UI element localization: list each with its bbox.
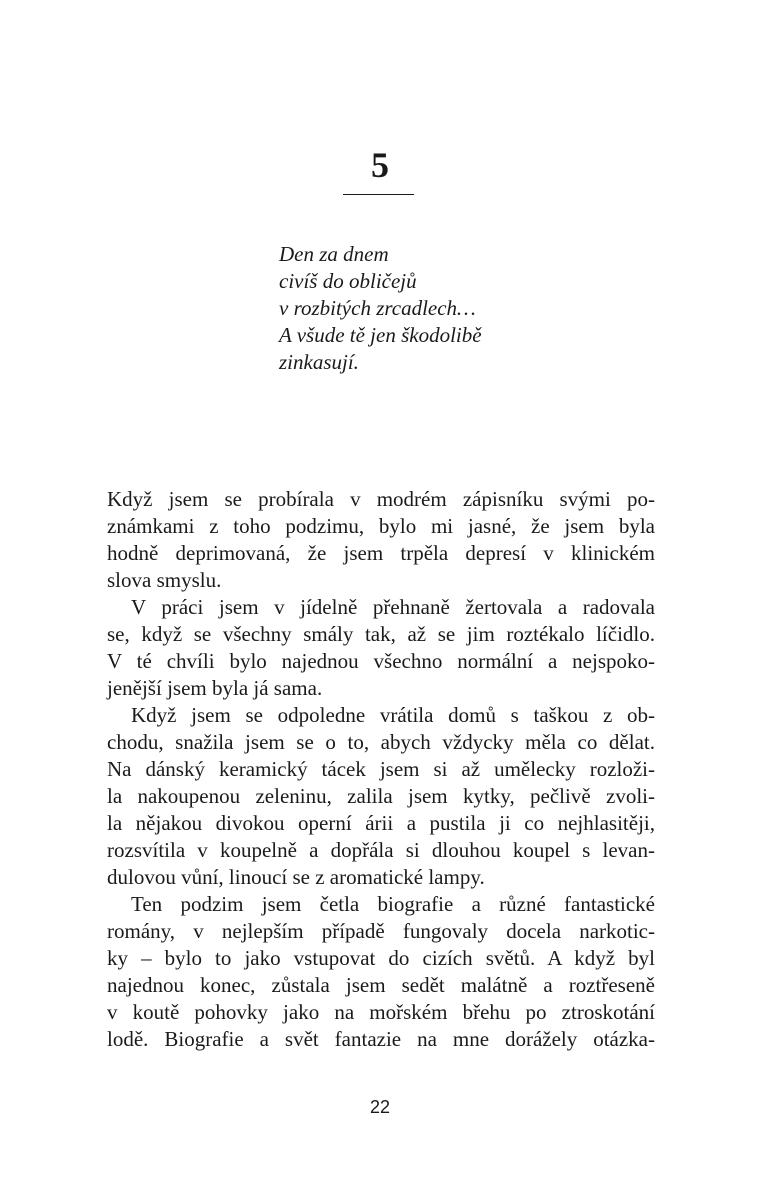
text-line: chodu, snažila jsem se o to, abych vždycky měla co dělat.	[107, 730, 655, 754]
epigraph-line: A všude tě jen škodolibě	[279, 323, 482, 347]
text-line: najednou konec, zůstala jsem sedět malátně a roztřeseně	[107, 973, 655, 997]
text-line: v koutě pohovky jako na mořském břehu po ztroskotání	[107, 1000, 655, 1024]
text-line: rozsvítila v koupelně a dopřála si dlouhou koupel s levan-	[107, 838, 655, 862]
paragraph-4	[107, 891, 655, 1053]
text-line: známkami z toho podzimu, bylo mi jasné, že jsem byla	[107, 514, 655, 538]
text-line: Když jsem se odpoledne vrátila domů s taškou z ob-	[131, 703, 655, 727]
chapter-divider	[343, 194, 414, 195]
text-line: se, když se všechny smály tak, až se jim roztékalo líčidlo.	[107, 622, 655, 646]
text-line: slova smyslu.	[107, 568, 222, 592]
paragraph-2	[107, 594, 655, 702]
page-number: 22	[369, 1097, 391, 1117]
epigraph-line: Den za dnem	[279, 242, 389, 266]
chapter-number: 5	[371, 145, 389, 185]
text-line: Na dánský keramický tácek jsem si až umělecky rozloži-	[107, 757, 655, 781]
text-line: hodně deprimovaná, že jsem trpěla depresí v klinickém	[107, 541, 655, 565]
text-line: lodě. Biografie a svět fantazie na mne dorážely otázka-	[107, 1027, 655, 1051]
text-line: romány, v nejlepším případě fungovaly docela narkotic-	[107, 919, 655, 943]
epigraph-line: v rozbitých zrcadlech…	[279, 296, 476, 320]
epigraph-line: zinkasují.	[279, 350, 359, 374]
epigraph-line: civíš do obličejů	[279, 269, 417, 293]
text-line: Ten podzim jsem četla biografie a různé fantastické	[131, 892, 655, 916]
epigraph	[279, 241, 619, 376]
text-line: Když jsem se probírala v modrém zápisníku svými po-	[107, 487, 655, 511]
paragraph-3	[107, 702, 655, 891]
body-text	[107, 486, 655, 1053]
text-line: la nějakou divokou operní árii a pustila ji co nejhlasitěji,	[107, 811, 655, 835]
text-line: dulovou vůní, linoucí se z aromatické lampy.	[107, 865, 485, 889]
paragraph-1	[107, 486, 655, 594]
text-line: ky – bylo to jako vstupovat do cizích světů. A když byl	[107, 946, 655, 970]
text-line: la nakoupenou zeleninu, zalila jsem kytky, pečlivě zvoli-	[107, 784, 655, 808]
text-line: V té chvíli bylo najednou všechno normální a nejspoko-	[107, 649, 655, 673]
text-line: jenější jsem byla já sama.	[107, 676, 323, 700]
text-line: V práci jsem v jídelně přehnaně žertovala a radovala	[131, 595, 655, 619]
